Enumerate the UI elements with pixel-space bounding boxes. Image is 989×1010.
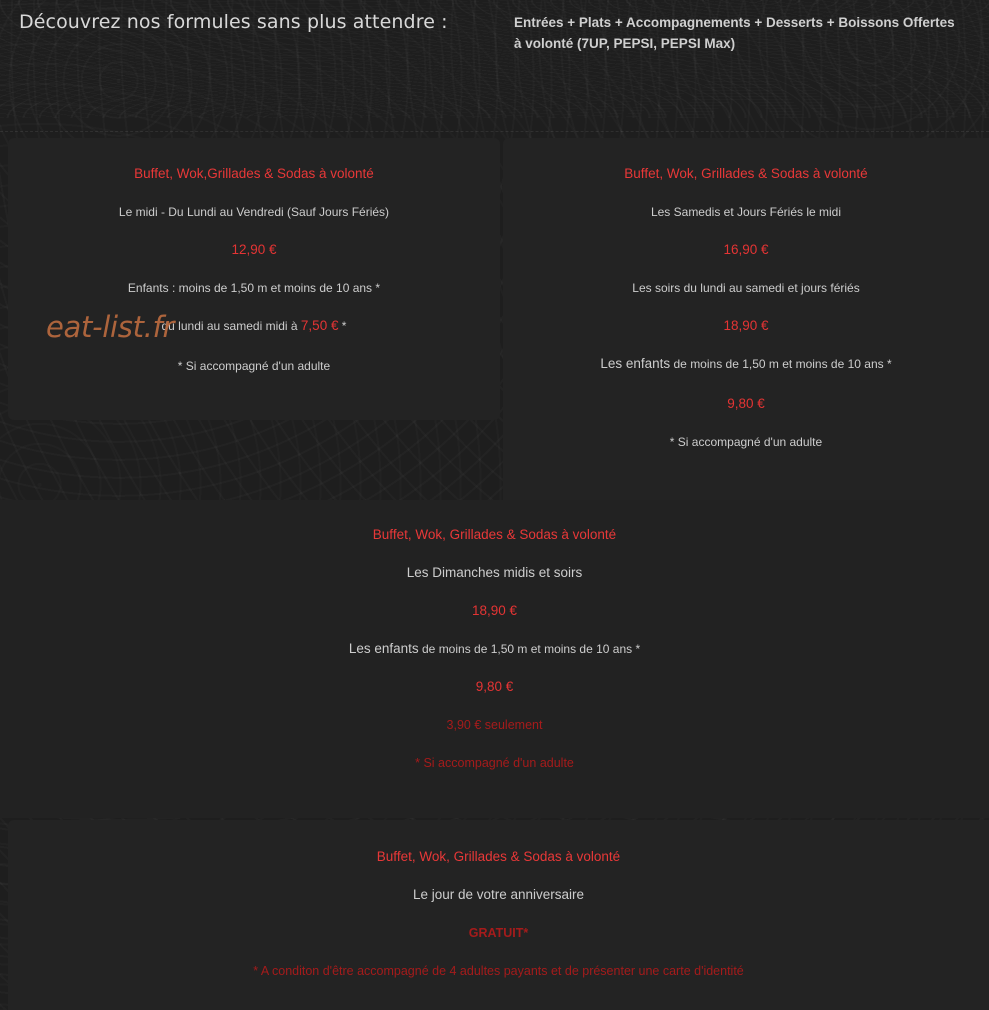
formula-schedule-lunch: Les Samedis et Jours Fériés le midi <box>650 205 842 219</box>
header-divider <box>0 131 989 132</box>
kids-lead: Les enfants <box>348 641 419 656</box>
formula-price-lunch: 16,90 € <box>723 242 769 257</box>
formula-note: * Si accompagné d'un adulte <box>669 435 823 449</box>
formula-title: Buffet, Wok, Grillades & Sodas à volonté <box>624 166 868 181</box>
kids-price: 7,50 € <box>300 318 339 333</box>
formula-card-saturday <box>503 138 989 500</box>
kids-suffix: * <box>338 319 347 333</box>
page-title: Découvrez nos formules sans plus attendre : <box>19 11 448 33</box>
kids-rest: de moins de 1,50 m et moins de 10 ans * <box>670 357 892 371</box>
formula-schedule: Le jour de votre anniversaire <box>412 887 585 902</box>
page-subtitle: Entrées + Plats + Accompagnements + Desserts + Boissons Offertes à volonté (7UP, PEPSI, PEPSI Max) <box>514 15 955 51</box>
formula-card-weekday-lunch <box>8 138 500 420</box>
formula-schedule: Le midi - Du Lundi au Vendredi (Sauf Jours Fériés) <box>118 205 390 219</box>
header <box>0 0 989 118</box>
kids-schedule: du lundi au samedi midi à <box>161 319 301 333</box>
formula-schedule: Les Dimanches midis et soirs <box>406 565 583 580</box>
kids-price: 9,80 € <box>475 679 514 694</box>
watermark-logo: eat-list.fr <box>46 310 175 344</box>
formula-price: GRATUIT* <box>468 926 529 940</box>
formula-price: 18,90 € <box>471 603 518 618</box>
formula-card-sunday <box>0 500 989 818</box>
formula-price: 12,90 € <box>231 242 277 257</box>
formula-title: Buffet, Wok,Grillades & Sodas à volonté <box>134 166 374 181</box>
kids-label <box>503 356 989 372</box>
formula-card-birthday <box>8 820 989 1010</box>
kids-label: Enfants : moins de 1,50 m et moins de 10 ans * <box>127 281 381 295</box>
formula-note: * Si accompagné d'un adulte <box>415 756 574 770</box>
kids-rest: de moins de 1,50 m et moins de 10 ans * <box>418 642 641 656</box>
formula-schedule-evening: Les soirs du lundi au samedi et jours fériés <box>632 281 860 295</box>
kids-price: 9,80 € <box>727 396 765 411</box>
kids-lead: Les enfants <box>600 356 671 371</box>
formula-note: * A conditon d'être accompagné de 4 adultes payants et de présenter une carte d'identité <box>253 964 744 978</box>
formula-price-evening: 18,90 € <box>723 318 769 333</box>
formula-title: Buffet, Wok, Grillades & Sodas à volonté <box>372 527 617 542</box>
formula-title: Buffet, Wok, Grillades & Sodas à volonté <box>376 849 621 864</box>
kids-label <box>0 641 989 657</box>
extra-price: 3,90 € seulement <box>446 718 543 732</box>
formula-note: * Si accompagné d'un adulte <box>177 359 331 373</box>
